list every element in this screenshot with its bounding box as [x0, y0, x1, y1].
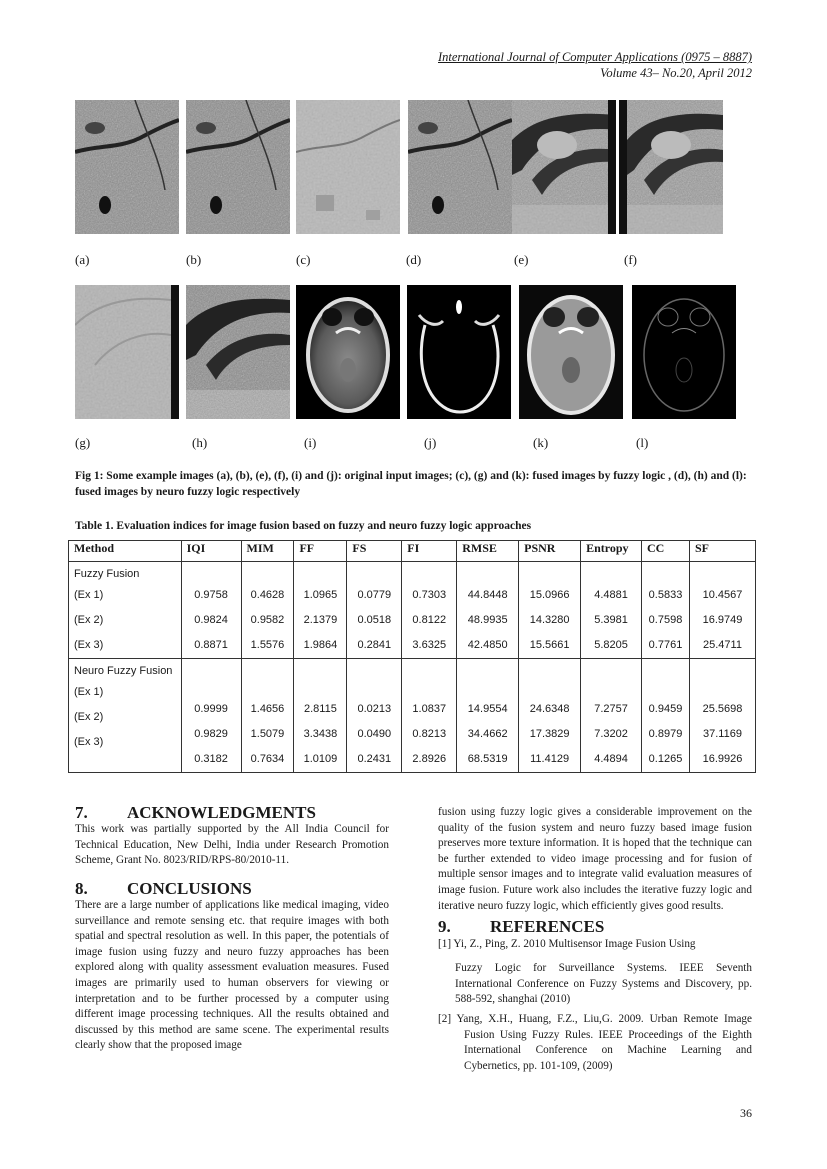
values-ff [294, 562, 347, 659]
label-a: (a) [75, 252, 90, 267]
page-number: 36 [740, 1106, 752, 1120]
table-cell: 44.8448 [467, 589, 508, 601]
table-cell: 0.7598 [648, 614, 683, 626]
values-psnr [519, 562, 581, 659]
table-cell: 4.4881 [594, 589, 628, 601]
table-cell: 2.8926 [412, 753, 447, 765]
section-title: CONCLUSIONS [127, 879, 252, 898]
table-cell: 0.9829 [194, 728, 228, 740]
section-title: REFERENCES [490, 917, 605, 936]
table-cell: 14.3280 [529, 614, 570, 626]
label-l: (l) [636, 435, 649, 450]
section-title: ACKNOWLEDGMENTS [127, 803, 316, 822]
col-header-fi: FI [402, 541, 457, 562]
row-label: (Ex 2) [74, 711, 104, 723]
table-cell: 42.4850 [467, 639, 508, 651]
table-cell: 5.8205 [594, 639, 628, 651]
values-sf [689, 562, 755, 659]
table-cell: 0.7303 [412, 589, 447, 601]
values-rmse [457, 659, 519, 773]
table-cell: 25.5698 [702, 703, 743, 715]
table-cell: 2.1379 [303, 614, 338, 626]
table-caption: Table 1. Evaluation indices for image fusion based on fuzzy and neuro fuzzy logic approaches [75, 520, 532, 532]
col-header-cc: CC [642, 541, 690, 562]
row-label: (Ex 3) [74, 736, 104, 748]
section-number: 7. [75, 803, 88, 822]
table-cell: 0.7634 [250, 753, 285, 765]
values-entropy [581, 562, 642, 659]
label-f: (f) [624, 252, 637, 267]
row-label: (Ex 1) [74, 686, 104, 698]
figure-image-k [519, 285, 623, 419]
table-cell: 0.4628 [250, 589, 285, 601]
figure-image-h [186, 285, 290, 419]
volume-info: Volume 43– No.20, April 2012 [600, 66, 752, 80]
table-cell: 1.0965 [303, 589, 338, 601]
section-number: 8. [75, 879, 88, 898]
figure-image-d [408, 100, 512, 234]
table-cell: 0.8871 [194, 639, 228, 651]
table-cell: 1.9864 [303, 639, 338, 651]
table-cell: 15.0966 [529, 589, 570, 601]
table-cell: 0.1265 [648, 753, 683, 765]
label-i: (i) [304, 435, 317, 450]
col-header-ff: FF [294, 541, 347, 562]
label-g: (g) [75, 435, 91, 450]
table-cell: 0.9582 [250, 614, 285, 626]
table-cell: 25.4711 [703, 639, 742, 651]
section-heading-acknowledgments [75, 803, 389, 823]
values-iqi [181, 562, 241, 659]
table-cell: 7.2757 [594, 703, 628, 715]
figure-image-j [407, 285, 511, 419]
values-cc [642, 659, 690, 773]
table-cell: 1.5576 [250, 639, 285, 651]
col-header-entropy: Entropy [581, 541, 642, 562]
table-cell: 0.0779 [357, 589, 392, 601]
label-d: (d) [406, 252, 422, 267]
figure-image-l [632, 285, 736, 419]
values-sf [689, 659, 755, 773]
table-cell: 68.5319 [467, 753, 508, 765]
table-cell: 7.3202 [594, 728, 628, 740]
row-label: (Ex 2) [74, 614, 104, 626]
label-k: (k) [533, 435, 549, 450]
label-b: (b) [186, 252, 202, 267]
table-cell: 2.8115 [303, 703, 337, 715]
col-header-method: Method [69, 541, 182, 562]
table-cell: 0.2841 [357, 639, 392, 651]
table-cell: 15.5661 [529, 639, 570, 651]
section-heading-conclusions [75, 879, 389, 899]
values-iqi [181, 659, 241, 773]
values-fi [402, 562, 457, 659]
table-cell: 3.3438 [303, 728, 338, 740]
table-cell: 0.5833 [648, 589, 683, 601]
table-cell: 0.9999 [194, 703, 228, 715]
table-cell: 11.4129 [530, 753, 570, 765]
values-mim [241, 562, 294, 659]
table-cell: 0.2431 [357, 753, 392, 765]
col-header-iqi: IQI [181, 541, 241, 562]
table-cell: 0.8213 [412, 728, 447, 740]
table-cell: 3.6325 [412, 639, 447, 651]
table-cell: 0.3182 [194, 753, 228, 765]
section-number: 9. [438, 917, 451, 936]
conclusions-text-continued: fusion using fuzzy logic gives a considerable improvement on the quality of the fusion system and neuro fuzzy based image fusion preserves more texture information. It is hoped that the technique can be further extended to video image processing and for fusion of multiple sensor images and to integrate valid evaluation measures of image fusion. Future work also includes the iterative fuzzy logic and iterative neuro fuzzy logic, which efficiently gives good results. [438, 806, 752, 912]
table-cell: 14.9554 [467, 703, 508, 715]
values-rmse [457, 562, 519, 659]
figure-image-g [75, 285, 179, 419]
table-cell: 1.5079 [250, 728, 285, 740]
label-e: (e) [514, 252, 529, 267]
values-entropy [581, 659, 642, 773]
figure-image-f [619, 100, 723, 234]
values-fi [402, 659, 457, 773]
section-heading-references [438, 917, 752, 937]
table-cell: 1.4656 [250, 703, 285, 715]
table-cell: 0.9824 [194, 614, 228, 626]
row-label: (Ex 1) [74, 589, 104, 601]
col-header-fs: FS [347, 541, 402, 562]
table-group-neuro-fuzzy [69, 659, 756, 773]
values-fs [347, 659, 402, 773]
table-cell: 0.0213 [357, 703, 392, 715]
table-cell: 0.8979 [648, 728, 683, 740]
table-cell: 0.9758 [194, 589, 228, 601]
table-cell: 0.9459 [648, 703, 683, 715]
col-header-psnr: PSNR [519, 541, 581, 562]
table-cell: 24.6348 [529, 703, 570, 715]
table-cell: 4.4894 [594, 753, 628, 765]
label-h: (h) [192, 435, 208, 450]
table-cell: 0.8122 [412, 614, 447, 626]
table-cell: 16.9749 [702, 614, 743, 626]
row-label: (Ex 3) [74, 639, 104, 651]
table-cell: 0.7761 [648, 639, 683, 651]
table-cell: 0.0518 [357, 614, 392, 626]
group-name: Fuzzy Fusion [74, 568, 140, 580]
reference-1-line1: [1] Yi, Z., Ping, Z. 2010 Multisensor Image Fusion Using [438, 938, 696, 950]
table-cell: 37.1169 [703, 728, 742, 740]
label-j: (j) [424, 435, 437, 450]
values-fs [347, 562, 402, 659]
group-name: Neuro Fuzzy Fusion [74, 665, 173, 677]
table-cell: 0.0490 [357, 728, 392, 740]
reference-2: [2] Yang, X.H., Huang, F.Z., Liu,G. 2009. Urban Remote Image Fusion Using Fuzzy Rules. IEEE Proceedings of the Eighth International Conference on Machine Learning and Cybernetics, pp. 101-109, (2009) [438, 1013, 752, 1072]
table-cell: 1.0837 [412, 703, 447, 715]
values-mim [241, 659, 294, 773]
values-psnr [519, 659, 581, 773]
table-header-row [69, 541, 756, 562]
acknowledgments-text: This work was partially supported by the All India Council for Technical Education, New Delhi, India under Research Promotion Scheme, Grant No. 8023/RID/RPS-80/2010-11. [75, 823, 389, 867]
table-cell: 34.4662 [467, 728, 508, 740]
figure-image-e [512, 100, 616, 234]
values-cc [642, 562, 690, 659]
table-cell: 5.3981 [594, 614, 628, 626]
figure-image-i [296, 285, 400, 419]
figure-image-c [296, 100, 400, 234]
table-cell: 16.9926 [702, 753, 743, 765]
method-cell [69, 562, 182, 659]
col-header-sf: SF [689, 541, 755, 562]
figure-image-b [186, 100, 290, 234]
journal-title: International Journal of Computer Applications (0975 – 8887) [438, 50, 752, 64]
figure-caption: Fig 1: Some example images (a), (b), (e), (f), (i) and (j): original input images; (c), (g) and (k): fused images by fuzzy logic , (d), (h) and (l): fused images by neuro fuzzy logic respectively [75, 470, 747, 498]
conclusions-text: There are a large number of applications like medical imaging, video surveillance and remote sensing etc. that require images with both spatial and spectral resolution as well. In this paper, the potentials of image fusion using fuzzy and neuro fuzzy approaches has been explored along with quality assessment evaluation measures. Fused images are primarily used to human observers for viewing or interpretation and to be further processed by a computer using different image processing techniques. All the results obtained and discussed by this method are same scene. The experimental results clearly show that the proposed image [75, 899, 389, 1052]
table-cell: 1.0109 [303, 753, 338, 765]
evaluation-table [68, 540, 756, 773]
col-header-rmse: RMSE [457, 541, 519, 562]
table-cell: 17.3829 [529, 728, 570, 740]
label-c: (c) [296, 252, 311, 267]
figure-image-a [75, 100, 179, 234]
table-group-fuzzy [69, 562, 756, 659]
col-header-mim: MIM [241, 541, 294, 562]
reference-1-rest: Fuzzy Logic for Surveillance Systems. IEEE Seventh International Conference on Fuzzy Systems and Discovery, pp. 588-592, shanghai (2010) [455, 962, 752, 1006]
table-cell: 48.9935 [467, 614, 508, 626]
table-cell: 10.4567 [702, 589, 743, 601]
values-ff [294, 659, 347, 773]
method-cell [69, 659, 182, 773]
